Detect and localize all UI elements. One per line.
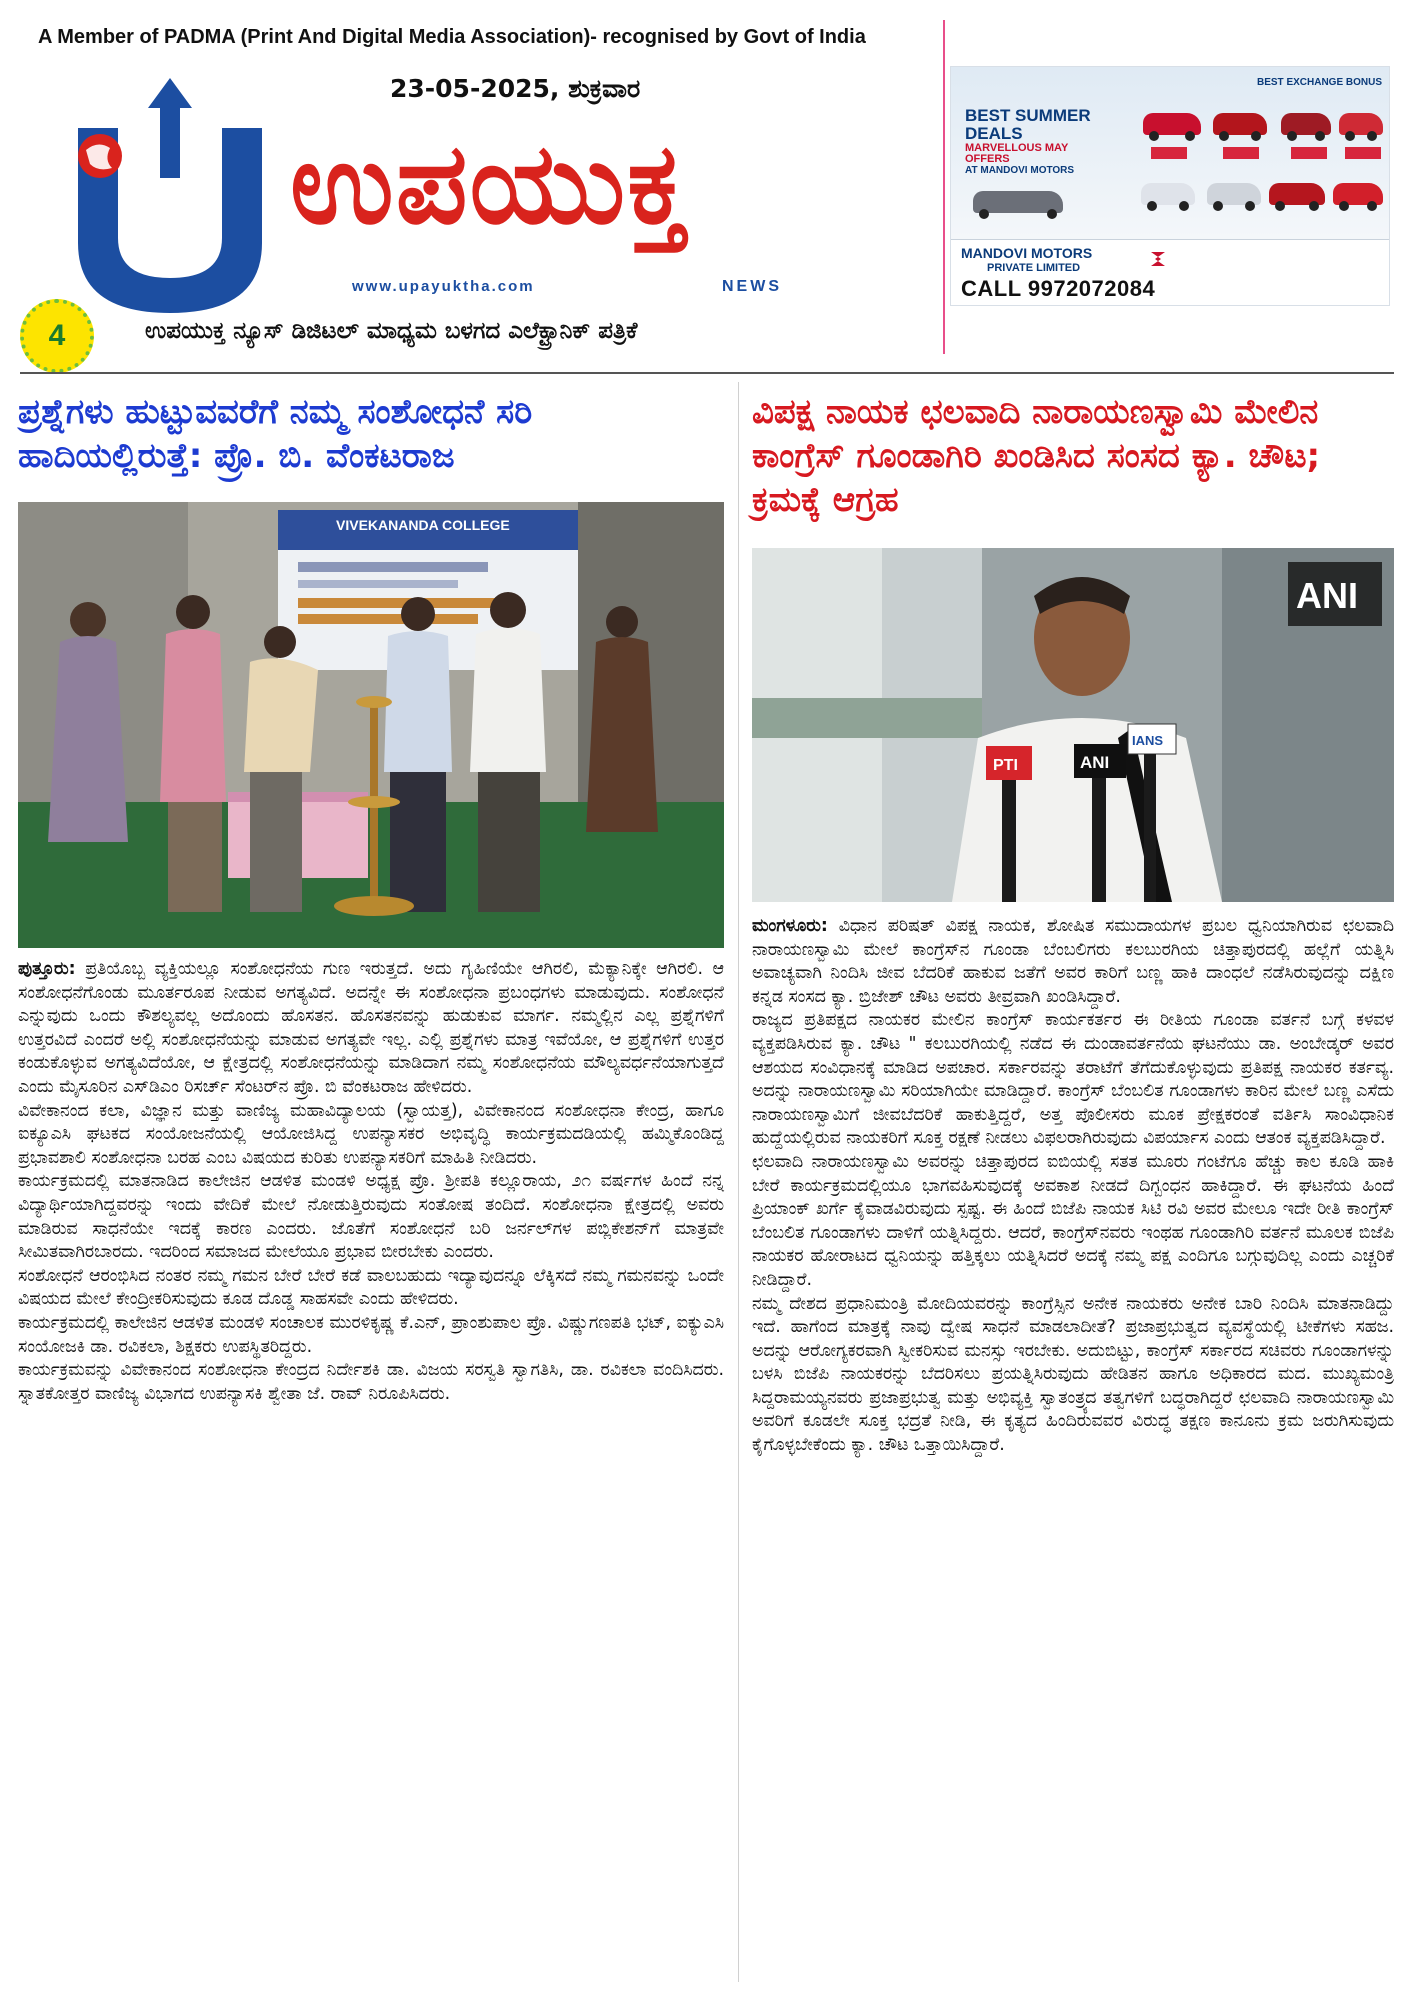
research-event-photo bbox=[18, 502, 724, 948]
price-tag bbox=[1291, 147, 1327, 159]
left-article-paragraph: ವಿವೇಕಾನಂದ ಕಲಾ, ವಿಜ್ಞಾನ ಮತ್ತು ವಾಣಿಜ್ಯ ಮಹಾವಿದ್ಯಾಲಯ (ಸ್ವಾಯತ್ತ), ವಿವೇಕಾನಂದ ಸಂಶೋಧನಾ ಕೇಂದ್ರ, ಹಾಗೂ ಐಕ್ಯೂಎಸಿ ಘಟಕದ ಸಂಯೋಜನೆಯಲ್ಲಿ ಆಯೋಜಿಸಿದ್ದ ಉಪನ್ಯಾಸಕರ ಅಭಿವೃದ್ಧಿ ಕಾರ್ಯಕ್ರಮದಡಿಯಲ್ಲಿ ಹಮ್ಮಿಕೊಂಡಿದ್ದ ಪ್ರಭಾವಶಾಲಿ ಸಂಶೋಧನಾ ಬರಹ ಎಂಬ ವಿಷಯದ ಕುರಿತು ಉಪನ್ಯಾಸಕರಿಗೆ ಮಾಹಿತಿ ನೀಡಿದರು. bbox=[18, 1100, 724, 1168]
masthead-tagline: ಉಪಯುಕ್ತ ನ್ಯೂಸ್ ಡಿಜಿಟಲ್ ಮಾಧ್ಯಮ ಬಳಗದ ಎಲೆಕ್ಟ್ರಾನಿಕ್ ಪತ್ರಿಕೆ bbox=[145, 318, 638, 344]
left-article-paragraph: ಸಂಶೋಧನೆ ಆರಂಭಿಸಿದ ನಂತರ ನಮ್ಮ ಗಮನ ಬೇರೆ ಬೇರೆ ಕಡೆ ವಾಲಬಹುದು ಇದ್ಯಾವುದನ್ನೂ ಲೆಕ್ಕಿಸದೆ ನಮ್ಮ ಗಮನವನ್ನು ಒಂದೇ ವಿಷಯದ ಮೇಲೆ ಕೇಂದ್ರೀಕರಿಸುವುದು ಕೂಡ ದೊಡ್ಡ ಸಾಹಸವೇ ಎಂದು ಹೇಳಿದರು. bbox=[18, 1265, 724, 1310]
upayuktha-pen-logo bbox=[60, 68, 280, 318]
person-figure bbox=[384, 597, 452, 912]
left-article-paragraph: ಕಾರ್ಯಕ್ರಮದಲ್ಲಿ ಕಾಲೇಜಿನ ಆಡಳಿತ ಮಂಡಳಿ ಸಂಚಾಲಕ ಮುರಳಿಕೃಷ್ಣ ಕೆ.ಎನ್, ಪ್ರಾಂಶುಪಾಲ ಪ್ರೊ. ವಿಷ್ಣುಗಣಪತಿ ಭಟ್, ಐಕ್ಯುಎಸಿ ಸಂಯೋಜಕಿ ಡಾ. ರವಿಕಲಾ, ಶಿಕ್ಷಕರು ಉಪಸ್ಥಿತರಿದ್ದರು. bbox=[18, 1312, 724, 1357]
mic-label-ani: ANI bbox=[1080, 753, 1110, 772]
car-illustration bbox=[1207, 183, 1261, 205]
ad-phone-number[interactable]: CALL 9972072084 bbox=[961, 276, 1156, 301]
right-article-paragraph: ರಾಜ್ಯದ ಪ್ರತಿಪಕ್ಷದ ನಾಯಕರ ಮೇಲಿನ ಕಾಂಗ್ರೆಸ್ ಕಾರ್ಯಕರ್ತರ ಈ ರೀತಿಯ ಗೂಂಡಾ ವರ್ತನೆ ಬಗ್ಗೆ ಕಳವಳ ವ್ಯಕ್ತಪಡಿಸಿರುವ ಕ್ಯಾ. ಚೌಟ " ಕಲಬುರಗಿಯಲ್ಲಿ ನಡೆದ ಈ ದುಂಡಾವರ್ತನೆಯ ಘಟನೆಯು ಡಾ. ಅಂಬೇಡ್ಕರ್ ಅವರ ಆಶಯದ ಸಂವಿಧಾನಕ್ಕೆ ಮಾಡಿದ ಅಪಚಾರ. ಸರ್ಕಾರವನ್ನು ತರಾಟೆಗೆ ತೆಗೆದುಕೊಳ್ಳುವುದು ಪ್ರತಿಪಕ್ಷ ನಾಯಕರ ಕರ್ತವ್ಯ. ಅದನ್ನು ನಾರಾಯಣಸ್ವಾಮಿ ಸರಿಯಾಗಿಯೇ ಮಾಡಿದ್ದಾರೆ. ಕಾಂಗ್ರೆಸ್ ಬೆಂಬಲಿತ ಗೂಂಡಾಗಳು ಕಾರಿನ ಮೇಲೆ ಬಣ್ಣ ಎಸೆದು ನಾರಾಯಣಸ್ವಾಮಿಗೆ ಜೀವಬೆದರಿಕೆ ಹಾಕುತ್ತಿದ್ದರೆ, ಅತ್ತ ಪೊಲೀಸರು ಮೂಕ ಪ್ರೇಕ್ಷಕರಂತೆ ವರ್ತಿಸಿ ಸಾಂವಿಧಾನಿಕ ಹುದ್ದೆಯಲ್ಲಿರುವ ನಾಯಕರಿಗೆ ಸೂಕ್ತ ರಕ್ಷಣೆ ನೀಡಲು ವಿಫಲರಾಗಿರುವುದು ವಿಪರ್ಯಾಸ ಎಂದು ಆತಂಕ ವ್ಯಕ್ತಪಡಿಸಿದ್ದಾರೆ. bbox=[752, 1010, 1394, 1149]
car-illustration bbox=[1213, 113, 1267, 135]
ad-headline bbox=[965, 107, 1105, 176]
masthead-divider bbox=[943, 20, 945, 354]
right-article-paragraph bbox=[752, 915, 1394, 1009]
right-article-paragraph: ನಮ್ಮ ದೇಶದ ಪ್ರಧಾನಿಮಂತ್ರಿ ಮೋದಿಯವರನ್ನು ಕಾಂಗ್ರೆಸ್ಸಿನ ಅನೇಕ ನಾಯಕರು ಅನೇಕ ಬಾರಿ ನಿಂದಿಸಿ ಮಾತನಾಡಿದ್ದು ಇದೆ. ಹಾಗೆಂದ ಮಾತ್ರಕ್ಕೆ ನಾವು ದ್ವೇಷ ಸಾಧನೆ ಮಾಡಲಾದೀತೆ? ಪ್ರಜಾಪ್ರಭುತ್ವದ ವ್ಯವಸ್ಥೆಯಲ್ಲಿ ಟೀಕೆಗಳು ಸಹಜ. ಅದನ್ನು ಆರೋಗ್ಯಕರವಾಗಿ ಸ್ವೀಕರಿಸುವ ಮನಸ್ಸು ಇರಬೇಕು. ಅದುಬಿಟ್ಟು, ಕಾಂಗ್ರೆಸ್ ಸರ್ಕಾರದ ಸಚಿವರು ಗೂಂಡಾಗಳನ್ನು ಬಳಸಿ ಬಿಜೆಪಿ ನಾಯಕರನ್ನು ಬೆದರಿಸಲು ಪ್ರಯತ್ನಿಸಿರುವುದು ಹೇಡಿತನ ಹಾಗೂ ಅಧಿಕಾರದ ಮದ. ಮುಖ್ಯಮಂತ್ರಿ ಸಿದ್ದರಾಮಯ್ಯನವರು ಪ್ರಜಾಪ್ರಭುತ್ವ ಮತ್ತು ಅಭಿವ್ಯಕ್ತಿ ಸ್ವಾತಂತ್ರ್ಯದ ತತ್ವಗಳಿಗೆ ಬದ್ಧರಾಗಿದ್ದರೆ ಛಲವಾದಿ ನಾರಾಯಣಸ್ವಾಮಿ ಅವರಿಗೆ ಕೂಡಲೇ ಸೂಕ್ತ ಭದ್ರತೆ ನೀಡಿ, ಈ ಕೃತ್ಯದ ಹಿಂದಿರುವವರ ವಿರುದ್ಧ ತಕ್ಷಣ ಕಾನೂನು ಕ್ರಮ ಜರುಗಿಸುವುದು ಕೈಗೊಳ್ಳಬೇಕೆಂದು ಕ್ಯಾ. ಚೌಟ ಒತ್ತಾಯಿಸಿದ್ದಾರೆ. bbox=[752, 1293, 1394, 1456]
right-article-headline: ವಿಪಕ್ಷ ನಾಯಕ ಛಲವಾದಿ ನಾರಾಯಣಸ್ವಾಮಿ ಮೇಲಿನ ಕಾಂಗ್ರೆಸ್ ಗೂಂಡಾಗಿರಿ ಖಂಡಿಸಿದ ಸಂಸದ ಕ್ಯಾ. ಚೌಟ; ಕ್ರಮಕ್ಕೆ ಆಗ್ರಹ bbox=[752, 392, 1321, 520]
car-illustration bbox=[1333, 183, 1383, 205]
right-article-paragraph-text: ವಿಧಾನ ಪರಿಷತ್ ವಿಪಕ್ಷ ನಾಯಕ, ಶೋಷಿತ ಸಮುದಾಯಗಳ ಪ್ರಬಲ ಧ್ವನಿಯಾಗಿರುವ ಛಲವಾದಿ ನಾರಾಯಣಸ್ವಾಮಿ ಮೇಲೆ ಕಾಂಗ್ರೆಸ್‌ನ ಗೂಂಡಾ ಬೆಂಬಲಿಗರು ಕಲಬುರಗಿಯ ಚಿತ್ತಾಪುರದಲ್ಲಿ ಹಲ್ಲೆಗೆ ಯತ್ನಿಸಿ ಅವಾಚ್ಯವಾಗಿ ನಿಂದಿಸಿ ಜೀವ ಬೆದರಿಕೆ ಹಾಕುವ ಜತೆಗೆ ಅವರ ಕಾರಿಗೆ ಬಣ್ಣ ಹಾಕಿ ದಾಂಧಲೆ ನಡೆಸಿರುವುದನ್ನು ದಕ್ಷಿಣ ಕನ್ನಡ ಸಂಸದ ಕ್ಯಾ. ಬ್ರಿಜೇಶ್ ಚೌಟ ಅವರು ತೀವ್ರವಾಗಿ ಖಂಡಿಸಿದ್ದಾರೆ. bbox=[752, 916, 1394, 1007]
car-illustration bbox=[1339, 113, 1383, 135]
mic-label-pti: PTI bbox=[993, 757, 1018, 774]
ani-watermark: ANI bbox=[1296, 575, 1358, 616]
car-illustration bbox=[1281, 113, 1331, 135]
left-article-paragraph: ಕಾರ್ಯಕ್ರಮವನ್ನು ವಿವೇಕಾನಂದ ಸಂಶೋಧನಾ ಕೇಂದ್ರದ ನಿರ್ದೇಶಕಿ ಡಾ. ವಿಜಯ ಸರಸ್ವತಿ ಸ್ವಾಗತಿಸಿ, ಡಾ. ರವಿಕಲಾ ವಂದಿಸಿದರು. ಸ್ನಾತಕೋತ್ತರ ವಾಣಿಜ್ಯ ವಿಭಾಗದ ಉಪನ್ಯಾಸಕಿ ಶ್ವೇತಾ ಜೆ. ರಾವ್ ನಿರೂಪಿಸಿದರು. bbox=[18, 1360, 724, 1404]
suzuki-logo-icon bbox=[1147, 248, 1169, 270]
left-article-paragraph-text: ಪ್ರತಿಯೊಬ್ಬ ವ್ಯಕ್ತಿಯಲ್ಲೂ ಸಂಶೋಧನೆಯ ಗುಣ ಇರುತ್ತದೆ. ಅದು ಗೃಹಿಣಿಯೇ ಆಗಿರಲಿ, ಮೆಕ್ಯಾನಿಕ್ಕೇ ಆಗಿರಲಿ. ಆ ಸಂಶೋಧನೆಗೊಂಡು ಮೂರ್ತರೂಪ ನೀಡುವ ಅಗತ್ಯವಿದೆ. ಅದನ್ನೇ ಈ ಸಂಶೋಧನಾ ಪ್ರಬಂಧಗಳು ಮಾಡುವುದು. ಸಂಶೋಧನೆ ಎನ್ನುವುದು ಒಂದು ಕೌಶಲ್ಯವಲ್ಲ ಅದೊಂದು ಹೊಸತನ. ಹೊಸತನವನ್ನು ಹುಡುಕುವ ಮಾರ್ಗ. ನಮ್ಮಲ್ಲಿನ ಎಲ್ಲ ಪ್ರಶ್ನೆಗಳಿಗೆ ಉತ್ತರವಿದೆ ಎಂದರೆ ಅಲ್ಲಿ ಸಂಶೋಧನೆಯನ್ನು ಮಾಡುವ ಅಗತ್ಯವೇ ಇಲ್ಲ. ಎಲ್ಲಿ ಪ್ರಶ್ನೆಗಳು ಮಾತ್ರ ಇವೆಯೋ, ಆ ಪ್ರಶ್ನೆಗಳಿಗೆ ಉತ್ತರ ಕಂಡುಕೊಳ್ಳುವ ಅಗತ್ಯವಿದೆಯೋ, ಆ ಕ್ಷೇತ್ರದಲ್ಲಿ ಸಂಶೋಧನೆಯನ್ನು ಮಾಡಿದಾಗ ನಮ್ಮ ಸಂಶೋಧನೆಯ ಮೌಲ್ಯವರ್ಧನೆಯಾಗುತ್ತದೆ ಎಂದು ಮೈಸೂರಿನ ಎಸ್‌ಡಿಎಂ ರಿಸರ್ಚ್ ಸೆಂಟರ್‌ನ ಪ್ರೊ. ಬಿ ವೆಂಕಟರಾಜ ಹೇಳಿದರು. bbox=[18, 959, 724, 1097]
masthead-rule bbox=[20, 372, 1394, 374]
right-article-body bbox=[752, 915, 1394, 1458]
left-article-paragraph: ಕಾರ್ಯಕ್ರಮದಲ್ಲಿ ಮಾತನಾಡಿದ ಕಾಲೇಜಿನ ಆಡಳಿತ ಮಂಡಳಿ ಅಧ್ಯಕ್ಷ ಪ್ರೊ. ಶ್ರೀಪತಿ ಕಲ್ಲೂರಾಯ, ೨೧ ವರ್ಷಗಳ ಹಿಂದೆ ನನ್ನ ವಿದ್ಯಾರ್ಥಿಯಾಗಿದ್ದವರನ್ನು ಇಂದು ವೇದಿಕೆ ಮೇಲೆ ನೋಡುತ್ತಿರುವುದು ಸಂತೋಷ ತಂದಿದೆ. ಸಂಶೋಧನಾ ಕ್ಷೇತ್ರದಲ್ಲಿ ಅವರು ಮಾಡಿರುವ ಸಾಧನೆಯೇ ಇದಕ್ಕೆ ಕಾರಣ ಎಂದರು. ಜೊತೆಗೆ ಸಂಶೋಧನೆ ಬರಿ ಜರ್ನಲ್‌ಗಳ ಪಬ್ಲಿಕೇಶನ್‌ಗೆ ಮಾತ್ರವೇ ಸೀಮಿತವಾಗಿರಬಾರದು. ಇದರಿಂದ ಸಮಾಜದ ಮೇಲೆಯೂ ಪ್ರಭಾವ ಬೀರಬೇಕು ಎಂದರು. bbox=[18, 1171, 724, 1263]
left-article-body bbox=[18, 958, 724, 1406]
ad-headline-main: BEST SUMMER DEALS bbox=[965, 106, 1091, 143]
price-tag bbox=[1151, 147, 1187, 159]
right-article-paragraph: ಛಲವಾದಿ ನಾರಾಯಣಸ್ವಾಮಿ ಅವರನ್ನು ಚಿತ್ತಾಪುರದ ಐಬಿಯಲ್ಲಿ ಸತತ ಮೂರು ಗಂಟೆಗೂ ಹೆಚ್ಚು ಕಾಲ ಕೂಡಿ ಹಾಕಿ ಬೇರೆ ಕಾರ್ಯಕ್ರಮದಲ್ಲಿಯೂ ಭಾಗವಹಿಸುವುದಕ್ಕೆ ಅವಕಾಶ ನೀಡದೆ ದಿಗ್ಬಂಧನ ಹಾಕಿದ್ದಾರೆ. ಈ ಘಟನೆಯ ಹಿಂದೆ ಪ್ರಿಯಾಂಕ್ ಖರ್ಗೆ ಕೈವಾಡವಿರುವುದು ಸ್ಪಷ್ಟ. ಈ ಹಿಂದೆ ಬಿಜೆಪಿ ನಾಯಕ ಸಿಟಿ ರವಿ ಅವರ ಮೇಲೂ ಇದೇ ರೀತಿ ಕಾಂಗ್ರೆಸ್ ಬೆಂಬಲಿತ ಗೂಂಡಾಗಳು ದಾಳಿಗೆ ಯತ್ನಿಸಿದ್ದರು. ಆದರೆ, ಕಾಂಗ್ರೆಸ್‌ನವರು ಇಂಥಹ ಗೂಂಡಾಗಿರಿ ವರ್ತನೆ ಮೂಲಕ ಬಿಜೆಪಿ ನಾಯಕರ ಹೋರಾಟದ ಧ್ವನಿಯನ್ನು ಹತ್ತಿಕ್ಕಲು ಯತ್ನಿಸಿದರೆ ಅದಕ್ಕೆ ನಮ್ಮ ಪಕ್ಷ ಎಂದಿಗೂ ಬಗ್ಗುವುದಿಲ್ಲ ಎಂದು ಎಚ್ಚರಿಕೆ ನೀಡಿದ್ದಾರೆ. bbox=[752, 1151, 1394, 1290]
left-article-paragraph bbox=[18, 958, 724, 1100]
person-figure bbox=[160, 595, 226, 912]
price-tag bbox=[1345, 147, 1381, 159]
issue-date: 23-05-2025, ಶುಕ್ರವಾರ bbox=[390, 74, 641, 103]
photo-banner-text: VIVEKANANDA COLLEGE bbox=[336, 517, 510, 533]
ad-brand-sub: PRIVATE LIMITED bbox=[987, 262, 1081, 274]
left-article-dateline: ಪುತ್ತೂರು: bbox=[18, 959, 76, 979]
car-illustration bbox=[1141, 183, 1195, 205]
ad-headline-offer: MARVELLOUS MAY OFFERS bbox=[965, 141, 1069, 166]
car-illustration bbox=[1143, 113, 1201, 135]
left-article-headline: ಪ್ರಶ್ನೆಗಳು ಹುಟ್ಟುವವರೆಗೆ ನಮ್ಮ ಸಂಶೋಧನೆ ಸರಿ ಹಾದಿಯಲ್ಲಿರುತ್ತೆ: ಪ್ರೊ. ಬಿ. ವೆಂಕಟರಾಜ bbox=[18, 392, 533, 476]
right-article-dateline: ಮಂಗಳೂರು: bbox=[752, 916, 828, 936]
car-illustration bbox=[973, 191, 1063, 213]
newspaper-title: ಉಪಯುಕ್ತ bbox=[290, 119, 689, 249]
column-divider bbox=[738, 382, 739, 1982]
mandovi-motors-advertisement[interactable] bbox=[950, 66, 1390, 306]
padma-member-line: A Member of PADMA (Print And Digital Media Association)- recognised by Govt of India bbox=[38, 26, 866, 48]
website-url[interactable]: www.upayuktha.com bbox=[352, 278, 535, 295]
ad-headline-dealer: AT MANDOVI MOTORS bbox=[965, 164, 1075, 176]
ad-brand-name: MANDOVI MOTORS bbox=[961, 245, 1093, 261]
car-illustration bbox=[1269, 183, 1325, 205]
news-label: NEWS bbox=[722, 278, 782, 295]
page-number-badge: 4 bbox=[20, 299, 94, 373]
person-figure bbox=[470, 592, 546, 912]
price-tag bbox=[1223, 147, 1259, 159]
mic-label-ians: IANS bbox=[1132, 733, 1164, 748]
ad-exchange-bonus: BEST EXCHANGE BONUS bbox=[1257, 77, 1383, 88]
mp-press-photo bbox=[752, 548, 1394, 902]
ad-contact-panel bbox=[951, 239, 1389, 306]
